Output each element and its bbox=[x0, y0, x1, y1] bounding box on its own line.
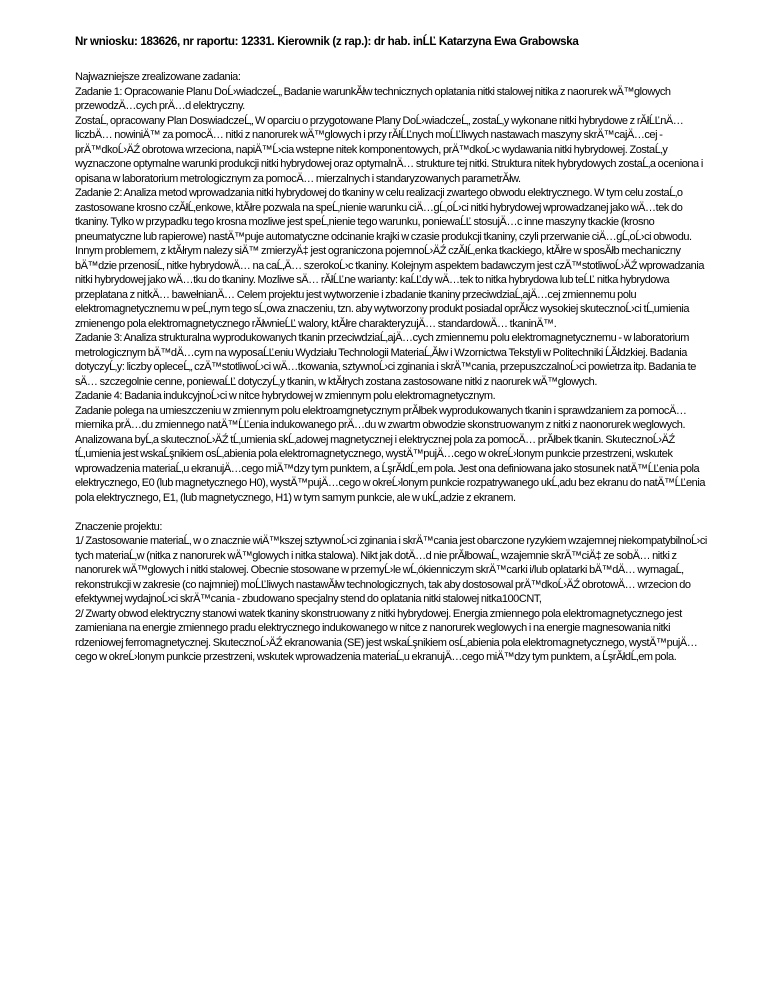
task-3-body: Zadanie 3: Analiza strukturalna wyprodukowanych tkanin przeciwdziaĹ‚ajÄ…cych zmiennemu polu elektromagnetycznemu - w laboratorium metrologicznym bÄ™dÄ…cym na wyposaĹĽeniu Wydziału Technologii MateriaĹ‚Ăłw i Wzornictwa Tekstyli w Politechniki ĹĂłdzkiej. Badania dotyczyĹ‚y: liczby opleceĹ„ czÄ™stotliwoĹ›ci wÄ…tkowania, sztywnoĹ›ci zginania i skrÄ™cania, przepuszczalnoĹ›ci powietrza itp. Badania te sÄ… szczegolnie cenne, poniewaĹĽ dotyczyĹ‚y tkanin, w ktĂłrych zostana zastosowane nitki z naorurek wÄ™glowych. bbox=[75, 332, 696, 388]
document-page bbox=[75, 34, 715, 665]
tasks-heading: Najwazniejsze zrealizowane zadania: bbox=[75, 71, 241, 83]
section-spacer bbox=[75, 505, 715, 520]
significance-section bbox=[75, 520, 715, 665]
task-1-body: ZostaĹ‚ opracowany Plan DoswiadczeĹ„ W oparciu o przygotowane Plany DoĹ›wiadczeĹ„ zostaĹ‚y wykonane nitki hybrydowe z rĂłĹĽnÄ… liczbÄ… nowiniÄ™ za pomocÄ… nitki z nanorurek wÄ™glowych i przy rĂłĹĽnych moĹĽliwych nastawach maszyny skrÄ™cajÄ…cej - prÄ™dkoĹ›ÄŹ obrotowa wrzeciona, napiÄ™Ĺ›cia wstepne nitek komponentowych, prÄ™dkoĹ›c wydawania nitki hybrydowej. ZostaĹ‚y wyznaczone optymalne warunki produkcji nitki hybrydowej oraz optymalnÄ… strukture tej nitki. Struktura nitek hybrydowych zostaĹ‚a oceniona i opisana w laboratorium metrologicznym za pomocÄ… mierzalnych i standaryzowanych parametrĂłw. bbox=[75, 114, 703, 185]
report-header: Nr wniosku: 183626, nr raportu: 12331. Kierownik (z rap.): dr hab. inĹĽ Katarzyna Ewa Grabowska bbox=[75, 35, 579, 48]
significance-heading: Znaczenie projektu: bbox=[75, 520, 162, 533]
tasks-section bbox=[75, 70, 715, 505]
significance-point-1: 1/ Zastosowanie materiaĹ‚ w o znacznie wiÄ™kszej sztywnoĹ›ci zginania i skrÄ™cania jest obarczone ryzykiem wzajemnej niekompatybilnoĹ›ci tych materiaĹ‚w (nitka z nanorurek wÄ™glowych i nitka stalowa). Nikt jak dotÄ…d nie prĂłbowaĹ‚ wzajemnie skrÄ™ciÄ‡ ze sobÄ… nitki z nanorurek wÄ™glowych i nitki stalowej. Obecnie stosowane w przemyĹ›le wĹ‚ókienniczym skrÄ™carki i/lub oplatarki bÄ™dÄ… wymagaĹ‚ rekonstrukcji w zakresie (co najmniej) moĹĽliwych nastawĂłw technologicznych, tak aby dostosowal prÄ™dkoĹ›ÄŹ obrotowÄ… wrzecion do efektywnej wydajnoĹ›ci skrÄ™cania - zbudowano specjalny stend do oplatania nitki stalowej nitka100CNT, bbox=[75, 535, 707, 605]
significance-point-2: 2/ Zwarty obwod elektryczny stanowi watek tkaniny skonstruowany z nitki hybrydowej. Energia zmiennego pola elektromagnetycznego jest zamieniana na energie zmiennego pradu elektrycznego indukowanego w nitce z nanorurek weglowych i na energie magnesowania nitki rdzeniowej ferromagnetycznej. SkutecznoĹ›ÄŹ ekranowania (SE) jest wskaĹşnikiem osĹ‚abienia pola elektromagnetycznego, wystÄ™pujÄ…cego w okreĹ›lonym punkcie przestrzeni, wskutek wprowadzenia materiaĹ‚u ekranujÄ…cego miÄ™dzy tym punktem, a ĹşrĂłdĹ‚em pola. bbox=[75, 607, 698, 663]
task-1-title: Zadanie 1: Opracowanie Planu DoĹ›wiadczeĹ„ Badanie warunkĂłw technicznych oplatania nitki stalowej nitika z naorurek wÄ™glowych przewodzÄ…cych prÄ…d elektryczny. bbox=[75, 85, 671, 112]
task-4-analysis: Analizowana byĹ‚a skutecznoĹ›ÄŹ tĹ‚umienia skĹ‚adowej magnetycznej i elektrycznej pola za pomocÄ… prĂłbek tkanin. SkutecznoĹ›ÄŹ tĹ‚umienia jest wskaĹşnikiem osĹ‚abienia pola elektromagnetycznego, wystÄ™pujÄ…cego w okreĹ›lonym punkcie przestrzeni, wskutek wprowadzenia materiaĹ‚u ekranujÄ…cego miÄ™dzy tym punktem, a ĹşrĂłdĹ‚em pola. Jest ona definiowana jako stosunek natÄ™ĹĽenia pola elektrycznego, E0 (lub magnetycznego H0), wystÄ™pujÄ…cego w okreĹ›lonym punkcie rozpatrywanego ukĹ‚adu bez ekranu do natÄ™ĹĽenia pola elektrycznego, E1, (lub magnetycznego, H1) w tym samym punkcie, ale w ukĹ‚adzie z ekranem. bbox=[75, 433, 706, 504]
task-4-body: Zadanie polega na umieszczeniu w zmiennym polu elektroamgnetycznym prĂłbek wyprodukowanych tkanin i sprawdzaniem za pomocÄ… miernika prÄ…du zmiennego natÄ™ĹĽenia indukowanego prÄ…du w zwartm obwodzie skonstruowanym z nitki z naonorurek weglowych. bbox=[75, 404, 687, 431]
task-2-body: Zadanie 2: Analiza metod wprowadzania nitki hybrydowej do tkaniny w celu realizacji zwartego obwodu elektrycznego. W tym celu zostaĹ‚o zastosowane krosno czĂłĹ‚enkowe, ktĂłre pozwala na speĹ‚nienie warunku ciÄ…gĹ‚oĹ›ci nitki hybrydowej wprowadzanej jako wÄ…tek do tkaniny. Tylko w przypadku tego krosna mozliwe jest speĹ‚nienie tego warunku, poniewaĹĽ stosujÄ…c inne maszyny tkackie (krosno pneumatyczne lub rapierowe) nastÄ™puje automatyczne odcinanie krajki w czasie produkcji tkaniny, czyli przerwanie ciÄ…gĹ‚oĹ›ci obwodu. Innym problemem, z ktĂłrym nalezy siÄ™ zmierzyÄ‡ jest ograniczona pojemnoĹ›ÄŹ czĂłĹ‚enka tkackiego, ktĂłre w sposĂłb mechaniczny bÄ™dzie przenosiĹ‚ nitke hybrydowÄ… na caĹ‚Ä… szerokoĹ›c tkaniny. Kolejnym aspektem badawczym jest czÄ™stotliwoĹ›ÄŹ wprowadzania nitki hybrydowej jako wÄ…tku do tkaniny. Mozliwe sÄ… rĂłĹĽne warianty: kaĹĽdy wÄ…tek to nitka hybrydowa lub teĹĽ nitka hybrydowa przeplatana z nitkÄ… bawełnianÄ… Celem projektu jest wytworzenie i zbadanie tkaniny przeciwdziaĹ‚ajÄ…cej zmiennemu polu elektromagnetycznemu w peĹ‚nym tego sĹ‚owa znaczeniu, tzn. aby wytworzony produkt posiadal oprĂłcz wysokiej skutecznoĹ›ci tĹ‚umienia zmienengo pola elektromagnetycznego rĂłwnieĹĽ walory, ktĂłre charakteryzujÄ… standardowÄ… tkaninÄ™. bbox=[75, 187, 704, 330]
task-4-title: Zadanie 4: Badania indukcyjnoĹ›ci w nitce hybrydowej w zmiennym polu elektromagnetycznym. bbox=[75, 390, 496, 402]
